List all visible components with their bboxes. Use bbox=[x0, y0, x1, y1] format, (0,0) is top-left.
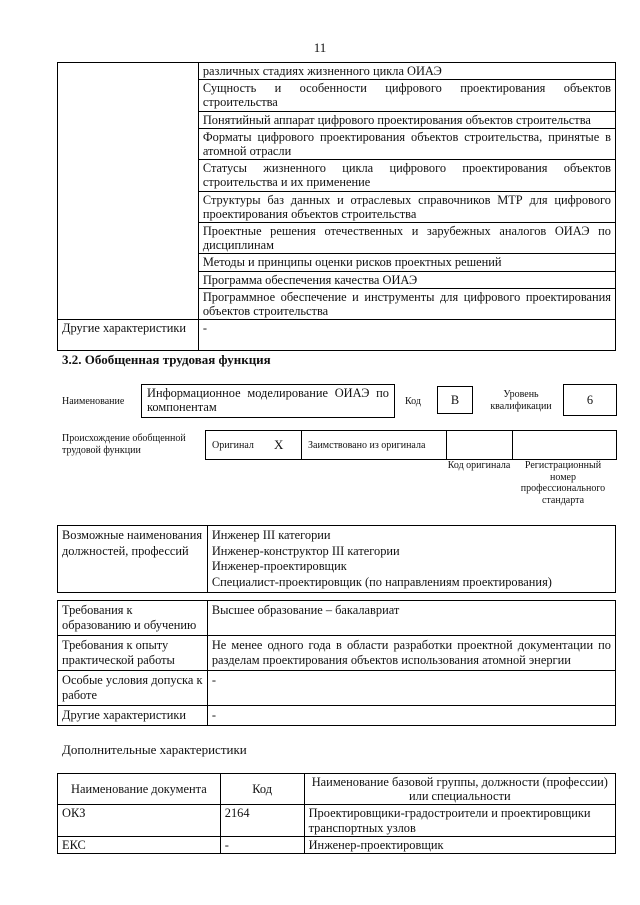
level-value-box: 6 bbox=[563, 384, 617, 416]
position-item: Инженер-проектировщик bbox=[211, 559, 347, 573]
requirement-label: Особые условия допуска к работе bbox=[58, 671, 208, 706]
requirement-label: Требования к опыту практической работы bbox=[58, 636, 208, 671]
code-header: Код bbox=[220, 774, 304, 805]
knowledge-label-cell bbox=[58, 63, 199, 320]
knowledge-item: различных стадиях жизненного цикла ОИАЭ bbox=[198, 63, 615, 80]
code-value-box: B bbox=[437, 386, 473, 414]
position-item: Инженер III категории bbox=[211, 528, 331, 542]
requirement-label: Другие характеристики bbox=[58, 706, 208, 726]
position-item: Инженер-конструктор III категории bbox=[211, 543, 400, 558]
documents-table bbox=[57, 773, 616, 854]
group-cell: Проектировщики-градостроители и проектировщики транспортных узлов bbox=[304, 805, 615, 836]
knowledge-table bbox=[57, 62, 616, 351]
knowledge-item: Сущность и особенности цифрового проектирования объектов строительства bbox=[198, 80, 615, 111]
code-cell: - bbox=[220, 836, 304, 853]
doc-header: Наименование документа bbox=[58, 774, 221, 805]
function-name-box: Информационное моделирование ОИАЭ по компонентам bbox=[141, 384, 395, 418]
reg-number-caption: Регистрационный номер профессионального стандарта bbox=[520, 460, 606, 506]
origin-label: Происхождение обобщенной трудовой функции bbox=[62, 433, 186, 456]
other-characteristics-value: - bbox=[198, 320, 615, 351]
requirement-value: Высшее образование – бакалавриат bbox=[207, 601, 615, 636]
original-mark: X bbox=[274, 437, 284, 452]
requirement-label: Требования к образованию и обучению bbox=[58, 601, 208, 636]
positions-values bbox=[207, 526, 615, 593]
code-cell: 2164 bbox=[220, 805, 304, 836]
requirements-table bbox=[57, 600, 616, 726]
position-item: Специалист-проектировщик (по направлениям проектирования) bbox=[211, 574, 552, 589]
knowledge-item: Проектные решения отечественных и зарубежных аналогов ОИАЭ по дисциплинам bbox=[198, 223, 615, 254]
requirement-value: Не менее одного года в области разработки проектной документации по разделам проектирования объектов использования атомной энергии bbox=[207, 636, 615, 671]
section-title: 3.2. Обобщенная трудовая функция bbox=[62, 352, 271, 367]
level-label: Уровень квалификации bbox=[490, 389, 552, 412]
positions-table bbox=[57, 525, 616, 593]
requirement-value: - bbox=[207, 706, 615, 726]
divider bbox=[301, 431, 302, 459]
divider bbox=[446, 431, 447, 459]
code-original-caption: Код оригинала bbox=[447, 460, 511, 471]
requirement-value: - bbox=[207, 671, 615, 706]
knowledge-item: Программа обеспечения качества ОИАЭ bbox=[198, 271, 615, 288]
knowledge-item: Статусы жизненного цикла цифрового проектирования объектов строительства и их применение bbox=[198, 160, 615, 191]
knowledge-item: Программное обеспечение и инструменты для цифрового проектирования объектов строительства bbox=[198, 288, 615, 319]
positions-label: Возможные наименования должностей, профессий bbox=[58, 526, 208, 593]
doc-cell: ОКЗ bbox=[58, 805, 221, 836]
knowledge-item: Структуры баз данных и отраслевых справочников МТР для цифрового проектирования объектов строительства bbox=[198, 191, 615, 222]
additional-title: Дополнительные характеристики bbox=[62, 742, 247, 757]
origin-box bbox=[205, 430, 617, 460]
knowledge-item: Методы и принципы оценки рисков проектных решений bbox=[198, 254, 615, 271]
borrowed-label: Заимствовано из оригинала bbox=[308, 440, 426, 451]
knowledge-item: Форматы цифрового проектирования объектов строительства, принятые в атомной отрасли bbox=[198, 128, 615, 159]
group-header: Наименование базовой группы, должности (профессии) или специальности bbox=[304, 774, 615, 805]
knowledge-item: Понятийный аппарат цифрового проектирования объектов строительства bbox=[198, 111, 615, 128]
divider bbox=[512, 431, 513, 459]
other-characteristics-label: Другие характеристики bbox=[58, 320, 199, 351]
code-label: Код bbox=[405, 396, 421, 407]
page-number: 11 bbox=[313, 40, 327, 55]
doc-cell: ЕКС bbox=[58, 836, 221, 853]
name-label: Наименование bbox=[62, 396, 125, 407]
original-label: Оригинал bbox=[212, 440, 254, 451]
group-cell: Инженер-проектировщик bbox=[304, 836, 615, 853]
